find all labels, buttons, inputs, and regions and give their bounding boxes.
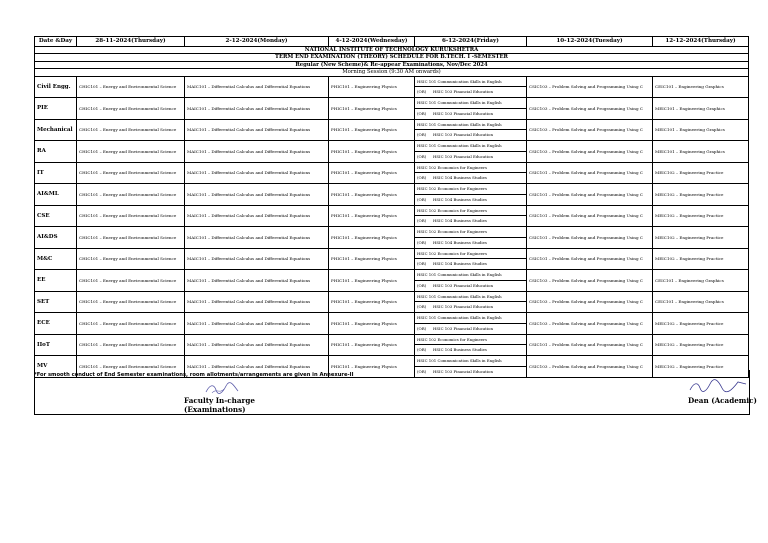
exam-cell: MAIC101 – Differential Calculus and Differential Equations	[185, 227, 329, 249]
exam-cell: MEIC102 – Engineering Practice	[653, 227, 749, 249]
or-label: (OR)	[417, 89, 427, 95]
exam-cell-choice	[415, 248, 527, 270]
exam-cell-choice	[415, 162, 527, 184]
exam-cell: CHIC101 – Energy and Environmental Science	[77, 162, 185, 184]
dean-signature-mark	[688, 378, 748, 394]
exam-cell-choice	[415, 141, 527, 163]
exam-cell: PHIC101 – Engineering Physics	[329, 313, 415, 335]
table-row	[35, 227, 749, 249]
choice-option-2	[415, 259, 526, 269]
branch-cell: AI&DS	[35, 227, 77, 249]
exam-cell: MAIC101 – Differential Calculus and Differential Equations	[185, 313, 329, 335]
exam-cell: MAIC101 – Differential Calculus and Differential Equations	[185, 76, 329, 98]
exam-cell: CSIC101 – Problem Solving and Programming Using C	[527, 227, 653, 249]
branch-cell: EE	[35, 270, 77, 292]
choice-option-2	[415, 173, 526, 183]
choice-option-1: HSIC 102 Economics for Engineers	[415, 206, 526, 217]
exam-cell-choice	[415, 334, 527, 356]
exam-cell: CEIC101 – Engineering Graphics	[653, 291, 749, 313]
exam-cell: CHIC101 – Energy and Environmental Science	[77, 227, 185, 249]
table-row	[35, 334, 749, 356]
exam-cell: MEIC101 – Engineering Graphics	[653, 119, 749, 141]
exam-cell: MEIC102 – Engineering Practice	[653, 248, 749, 270]
exam-cell: MAIC101 – Differential Calculus and Differential Equations	[185, 141, 329, 163]
exam-cell: CEIC101 – Engineering Graphics	[653, 76, 749, 98]
exam-cell: CEIC101 – Engineering Graphics	[653, 270, 749, 292]
dean-signature-title: Dean (Academic)	[688, 396, 757, 405]
table-row	[35, 141, 749, 163]
exam-cell: MEIC102 – Engineering Practice	[653, 334, 749, 356]
table-row	[35, 76, 749, 98]
exam-cell: CHIC101 – Energy and Environmental Science	[77, 248, 185, 270]
exam-cell: PHIC101 – Engineering Physics	[329, 270, 415, 292]
exam-cell-choice	[415, 98, 527, 120]
or-label: (OR)	[417, 304, 427, 310]
branch-cell: RA	[35, 141, 77, 163]
exam-cell-choice	[415, 119, 527, 141]
choice-option-1: HSIC 101 Communication Skills in English	[415, 270, 526, 281]
exam-cell: MAIC101 – Differential Calculus and Differential Equations	[185, 356, 329, 378]
choice-option-1: HSIC 101 Communication Skills in English	[415, 141, 526, 152]
faculty-signature-subtitle: (Examinations)	[184, 405, 246, 414]
exam-cell: CSIC103 – Problem Solving and Programming Using C	[527, 270, 653, 292]
footnote: *For smooth conduct of End Semester examinations, room allotments/arrangements are given in Annexure-II	[34, 372, 354, 378]
or-label: (OR)	[417, 175, 427, 181]
choice-option-2-text: HSIC 104 Business Studies	[433, 347, 487, 353]
exam-cell: CSIC101 – Problem Solving and Programming Using C	[527, 162, 653, 184]
exam-session-title: Regular (New Scheme)& Re-appear Examinations, Nov/Dec 2024	[35, 61, 749, 68]
exam-cell: CHIC101 – Energy and Environmental Science	[77, 356, 185, 378]
exam-cell-choice	[415, 76, 527, 98]
exam-cell: PHIC101 – Engineering Physics	[329, 162, 415, 184]
choice-option-2	[415, 216, 526, 226]
choice-option-1: HSIC 102 Economics for Engineers	[415, 227, 526, 238]
choice-option-2-text: HSIC 103 Financial Education	[433, 110, 493, 116]
schedule-table	[34, 36, 749, 378]
institute-title: NATIONAL INSTITUTE OF TECHNOLOGY KURUKSHETRA	[35, 47, 749, 54]
exam-cell: PHIC101 – Engineering Physics	[329, 98, 415, 120]
choice-option-2-text: HSIC 104 Business Studies	[433, 218, 487, 224]
choice-option-2	[415, 281, 526, 291]
choice-option-1: HSIC 101 Communication Skills in English	[415, 313, 526, 324]
exam-cell: MAIC101 – Differential Calculus and Differential Equations	[185, 270, 329, 292]
col-header-date-3: 4-12-2024(Wednesday)	[329, 37, 415, 47]
session-timing: Morning Session (9:30 AM onwards)	[35, 69, 749, 76]
exam-cell: PHIC101 – Engineering Physics	[329, 76, 415, 98]
exam-cell: MEIC102 – Engineering Practice	[653, 162, 749, 184]
exam-cell: CSIC101 – Problem Solving and Programming Using C	[527, 248, 653, 270]
dean-signature-block	[688, 378, 757, 405]
exam-cell: MEIC101 – Engineering Graphics	[653, 98, 749, 120]
exam-cell: MAIC101 – Differential Calculus and Differential Equations	[185, 334, 329, 356]
or-label: (OR)	[417, 325, 427, 331]
faculty-signature-title: Faculty In-charge	[184, 396, 255, 405]
or-label: (OR)	[417, 218, 427, 224]
or-label: (OR)	[417, 239, 427, 245]
exam-cell-choice	[415, 205, 527, 227]
exam-cell: MAIC101 – Differential Calculus and Differential Equations	[185, 162, 329, 184]
or-label: (OR)	[417, 347, 427, 353]
exam-cell: CSIC101 – Problem Solving and Programming Using C	[527, 205, 653, 227]
choice-option-2-text: HSIC 104 Business Studies	[433, 239, 487, 245]
branch-cell: Civil Engg.	[35, 76, 77, 98]
branch-cell: IIoT	[35, 334, 77, 356]
exam-cell: CHIC101 – Energy and Environmental Science	[77, 98, 185, 120]
or-label: (OR)	[417, 132, 427, 138]
table-row	[35, 248, 749, 270]
choice-option-1: HSIC 101 Communication Skills in English	[415, 77, 526, 88]
exam-cell: CHIC101 – Energy and Environmental Science	[77, 76, 185, 98]
col-header-date-4: 6-12-2024(Friday)	[415, 37, 527, 47]
or-label: (OR)	[417, 261, 427, 267]
col-header-date-5: 10-12-2024(Tuesday)	[527, 37, 653, 47]
faculty-signature-block	[184, 384, 255, 414]
exam-cell: CHIC101 – Energy and Environmental Science	[77, 270, 185, 292]
exam-cell: MEIC102 – Engineering Practice	[653, 205, 749, 227]
choice-option-2-text: HSIC 103 Financial Education	[433, 368, 493, 374]
exam-cell: PHIC101 – Engineering Physics	[329, 334, 415, 356]
choice-option-1: HSIC 102 Economics for Engineers	[415, 335, 526, 346]
exam-cell: CSIC103 – Problem Solving and Programming Using C	[527, 119, 653, 141]
exam-cell: MAIC101 – Differential Calculus and Differential Equations	[185, 291, 329, 313]
exam-cell-choice	[415, 184, 527, 206]
exam-cell: PHIC101 – Engineering Physics	[329, 248, 415, 270]
exam-cell: PHIC101 – Engineering Physics	[329, 356, 415, 378]
exam-cell: CHIC101 – Energy and Environmental Science	[77, 205, 185, 227]
choice-option-2	[415, 152, 526, 162]
exam-cell: CSIC103 – Problem Solving and Programming Using C	[527, 76, 653, 98]
choice-option-2	[415, 238, 526, 248]
branch-cell: IT	[35, 162, 77, 184]
or-label: (OR)	[417, 196, 427, 202]
exam-cell: MAIC101 – Differential Calculus and Differential Equations	[185, 98, 329, 120]
col-header-date-6: 12-12-2024(Thursday)	[653, 37, 749, 47]
choice-option-2-text: HSIC 104 Business Studies	[433, 175, 487, 181]
branch-cell: ECE	[35, 313, 77, 335]
exam-cell: CHIC101 – Energy and Environmental Science	[77, 313, 185, 335]
choice-option-1: HSIC 102 Economics for Engineers	[415, 249, 526, 260]
choice-option-2-text: HSIC 103 Financial Education	[433, 282, 493, 288]
choice-option-1: HSIC 101 Communication Skills in English	[415, 120, 526, 131]
table-row	[35, 98, 749, 120]
exam-cell: MAIC101 – Differential Calculus and Differential Equations	[185, 119, 329, 141]
table-row	[35, 205, 749, 227]
exam-cell: MEIC102 – Engineering Practice	[653, 356, 749, 378]
branch-cell: SET	[35, 291, 77, 313]
exam-cell: CHIC101 – Energy and Environmental Science	[77, 141, 185, 163]
choice-option-2	[415, 345, 526, 355]
or-label: (OR)	[417, 153, 427, 159]
col-header-date-2: 2-12-2024(Monday)	[185, 37, 329, 47]
choice-option-2-text: HSIC 104 Business Studies	[433, 196, 487, 202]
table-row	[35, 119, 749, 141]
choice-option-2-text: HSIC 103 Financial Education	[433, 132, 493, 138]
faculty-signature-mark	[202, 382, 242, 396]
exam-cell-choice	[415, 313, 527, 335]
choice-option-1: HSIC 101 Communication Skills in English	[415, 98, 526, 109]
branch-cell: CSE	[35, 205, 77, 227]
table-row	[35, 162, 749, 184]
exam-cell: CSIC103 – Problem Solving and Programming Using C	[527, 141, 653, 163]
exam-cell: PHIC101 – Engineering Physics	[329, 291, 415, 313]
choice-option-2-text: HSIC 103 Financial Education	[433, 89, 493, 95]
table-row	[35, 313, 749, 335]
exam-cell: CSIC103 – Problem Solving and Programming Using C	[527, 291, 653, 313]
exam-cell: CHIC101 – Energy and Environmental Science	[77, 119, 185, 141]
branch-cell: AI&ML	[35, 184, 77, 206]
choice-option-2	[415, 324, 526, 334]
choice-option-2-text: HSIC 104 Business Studies	[433, 261, 487, 267]
or-label: (OR)	[417, 368, 427, 374]
or-label: (OR)	[417, 282, 427, 288]
or-label: (OR)	[417, 110, 427, 116]
choice-option-2	[415, 87, 526, 97]
choice-option-1: HSIC 102 Economics for Engineers	[415, 163, 526, 174]
exam-cell: CSIC103 – Problem Solving and Programming Using C	[527, 313, 653, 335]
exam-cell: CSIC101 – Problem Solving and Programming Using C	[527, 184, 653, 206]
choice-option-2-text: HSIC 103 Financial Education	[433, 325, 493, 331]
choice-option-2-text: HSIC 103 Financial Education	[433, 304, 493, 310]
schedule-sheet	[34, 36, 748, 378]
choice-option-1: HSIC 102 Economics for Engineers	[415, 184, 526, 195]
exam-cell: CSIC103 – Problem Solving and Programming Using C	[527, 356, 653, 378]
branch-cell: M&C	[35, 248, 77, 270]
exam-cell-choice	[415, 291, 527, 313]
choice-option-2-text: HSIC 103 Financial Education	[433, 153, 493, 159]
exam-cell: MEIC101 – Engineering Graphics	[653, 141, 749, 163]
exam-cell: CHIC101 – Energy and Environmental Science	[77, 291, 185, 313]
choice-option-2	[415, 302, 526, 312]
choice-option-1: HSIC 101 Communication Skills in English	[415, 356, 526, 367]
branch-cell: PIE	[35, 98, 77, 120]
exam-cell: CSIC103 – Problem Solving and Programming Using C	[527, 98, 653, 120]
exam-cell: MEIC102 – Engineering Practice	[653, 184, 749, 206]
choice-option-2	[415, 195, 526, 205]
exam-cell: PHIC101 – Engineering Physics	[329, 227, 415, 249]
schedule-title: TERM END EXAMINATION (THEORY) SCHEDULE FOR B.TECH. I -SEMESTER	[35, 54, 749, 61]
table-row	[35, 184, 749, 206]
exam-cell: PHIC101 – Engineering Physics	[329, 141, 415, 163]
exam-cell: PHIC101 – Engineering Physics	[329, 205, 415, 227]
exam-cell-choice	[415, 227, 527, 249]
exam-cell: CSIC101 – Problem Solving and Programming Using C	[527, 334, 653, 356]
col-header-date-1: 28-11-2024(Thursday)	[77, 37, 185, 47]
branch-cell: Mechanical	[35, 119, 77, 141]
exam-cell: MEIC102 – Engineering Practice	[653, 313, 749, 335]
choice-option-2	[415, 109, 526, 119]
choice-option-1: HSIC 101 Communication Skills in English	[415, 292, 526, 303]
exam-cell: PHIC101 – Engineering Physics	[329, 184, 415, 206]
exam-cell: MAIC101 – Differential Calculus and Differential Equations	[185, 205, 329, 227]
exam-cell: CHIC101 – Energy and Environmental Science	[77, 334, 185, 356]
exam-cell: PHIC101 – Engineering Physics	[329, 119, 415, 141]
table-row	[35, 270, 749, 292]
exam-cell: CHIC101 – Energy and Environmental Science	[77, 184, 185, 206]
exam-cell-choice	[415, 270, 527, 292]
choice-option-2	[415, 130, 526, 140]
exam-cell: MAIC101 – Differential Calculus and Differential Equations	[185, 248, 329, 270]
col-header-date-day: Date &Day	[35, 37, 77, 47]
table-row	[35, 291, 749, 313]
exam-cell: MAIC101 – Differential Calculus and Differential Equations	[185, 184, 329, 206]
branch-cell: MV	[35, 356, 77, 378]
